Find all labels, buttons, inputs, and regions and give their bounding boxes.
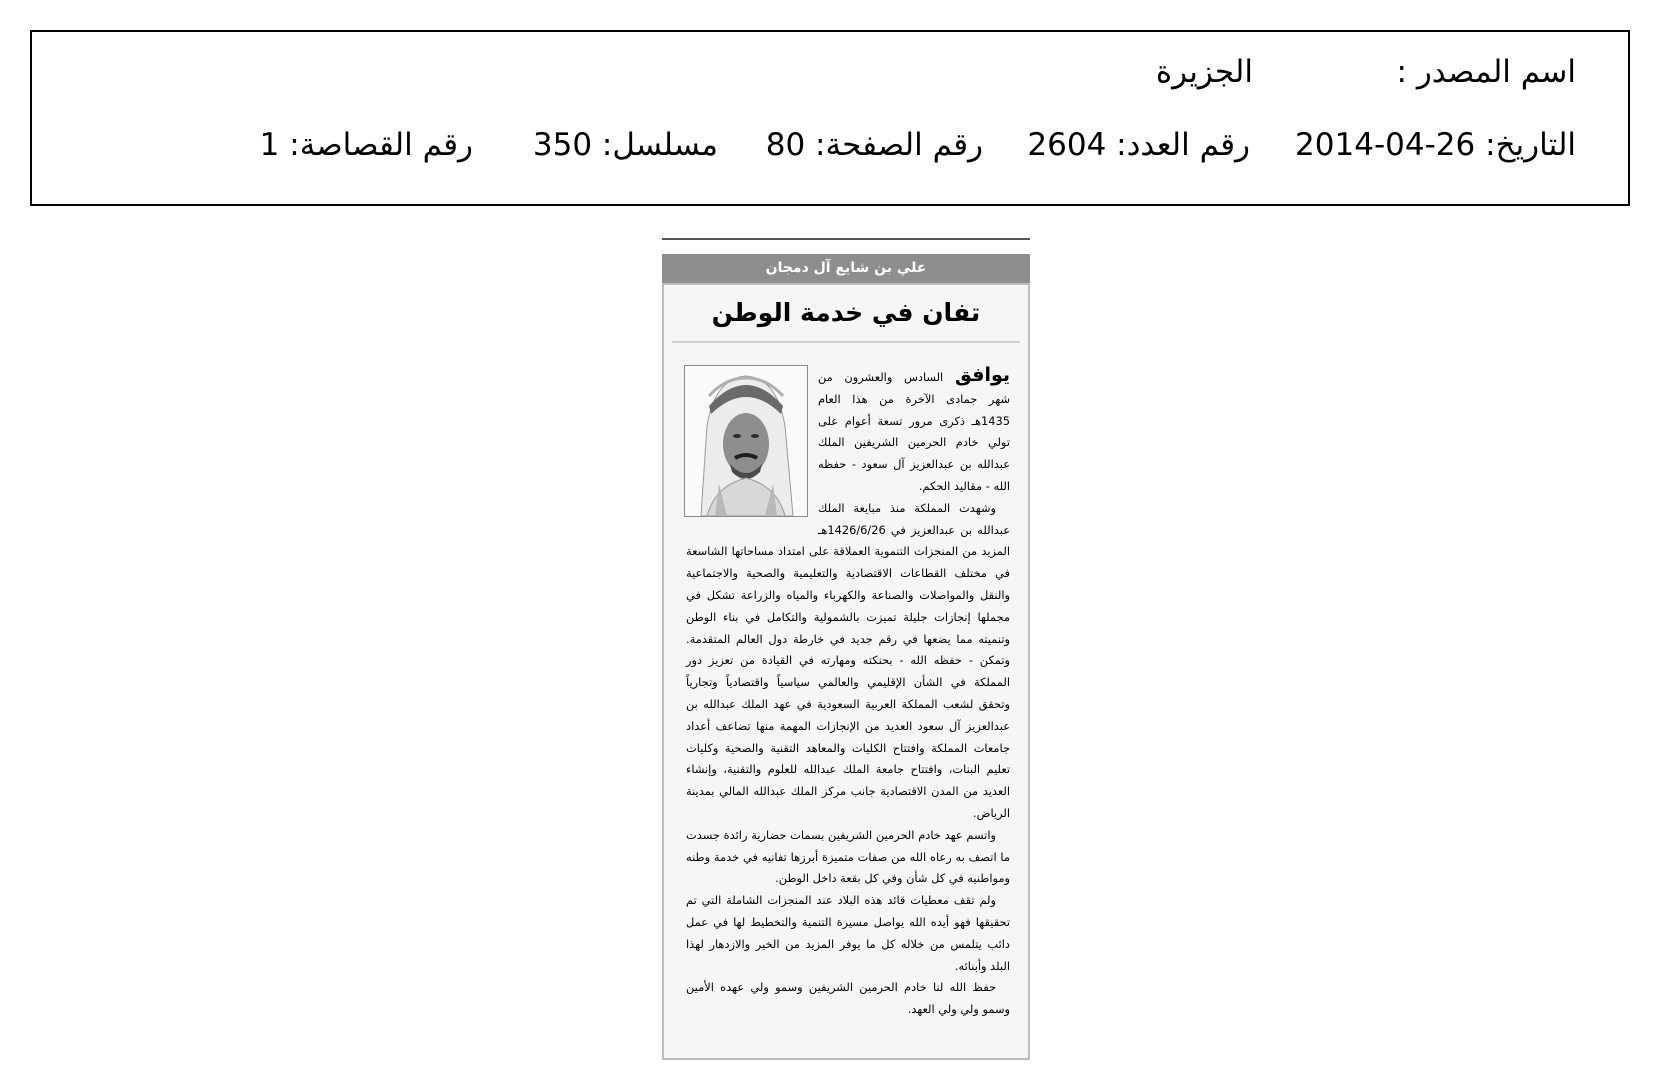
author-name: علي بن شايع آل دمجان — [662, 254, 1030, 283]
paragraph-3: واتسم عهد خادم الحرمين الشريفين بسمات حضارية رائدة جسدت ما اتصف به رعاه الله من صفات متميزة أبرزها تفانيه في خدمة وطنه ومواطنيه في كل شأن وفي كل بقعة داخل الوطن. — [686, 827, 1010, 886]
page-number: رقم الصفحة: 80 — [765, 127, 983, 163]
newspaper-clipping — [662, 238, 1030, 1060]
article-title: تفان في خدمة الوطن — [711, 298, 981, 327]
article-card — [662, 283, 1030, 1060]
lead-word: يوافق — [954, 364, 1011, 386]
clip-number: رقم القصاصة: 1 — [259, 127, 473, 163]
source-label: اسم المصدر : — [1396, 54, 1576, 90]
paragraph-5: حفظ الله لنا خادم الحرمين الشريفين وسمو ولي عهده الأمين وسمو ولي ولي العهد. — [686, 980, 1010, 1017]
serial-number: مسلسل: 350 — [532, 127, 718, 163]
author-portrait-image — [685, 366, 807, 516]
divider — [662, 238, 1030, 240]
paragraph-2: وشهدت المملكة منذ مبايعة الملك عبدالله بن عبدالعزيز في 1426/6/26هـ المزيد من المنجزات التنموية العملاقة على امتداد مساحاتها الشاسعة في مختلف القطاعات الاقتصادية والتعليمية والصحية والاجتماعية والنقل والمواصلات والصناعة والكهرباء والمياه والزراعة تشكل في مجملها إنجازات جليلة تميزت بالشمولية والتكامل في بناء الوطن وتنميته مما يضعها في رقم جديد في خارطة دول العالم المتقدمة. وتمكن - حفظه الله - بحنكته ومهارته في القيادة من تعزيز دور المملكة في الشأن الإقليمي والعالمي سياسياً واقتصادياً وتجارياً وتحقق لشعب المملكة العربية السعودية في عهد الملك عبدالله بن عبدالعزيز آل سعود العديد من الإنجازات المهمة منها تضاعف أعداد جامعات المملكة وافتتاح الكليات والمعاهد التقنية والصحية وكليات تعليم البنات، وافتتاح جامعة الملك عبدالله للعلوم والتقنية، وإنشاء العديد من المدن الاقتصادية جانب مركز الملك عبدالله المالي بمدينة الرياض. — [686, 500, 1010, 820]
date-field: التاريخ: 26-04-2014 — [1295, 127, 1576, 163]
source-info-box — [30, 30, 1630, 206]
source-value: الجزيرة — [1155, 54, 1253, 90]
issue-number: رقم العدد: 2604 — [1027, 127, 1250, 163]
title-divider — [672, 341, 1020, 343]
author-photo — [684, 365, 808, 517]
paragraph-1: يوافق السادس والعشرون من شهر جمادى الآخرة من هذا العام 1435هـ ذكرى مرور تسعة أعوام على تولي خادم الحرمين الشريفين الملك عبدالله بن عبدالعزيز آل سعود - حفظه الله - مقاليد الحكم. — [818, 364, 1011, 493]
paragraph-4: ولم تقف معطيات قائد هذه البلاد عند المنجزات الشاملة التي تم تحقيقها فهو أيده الله يواصل مسيرة التنمية والتخطيط لها في عمل دائب يتلمس من خلاله كل ما يوفر المزيد من الخير والازدهار لهذا البلد وأبنائه. — [686, 893, 1010, 973]
